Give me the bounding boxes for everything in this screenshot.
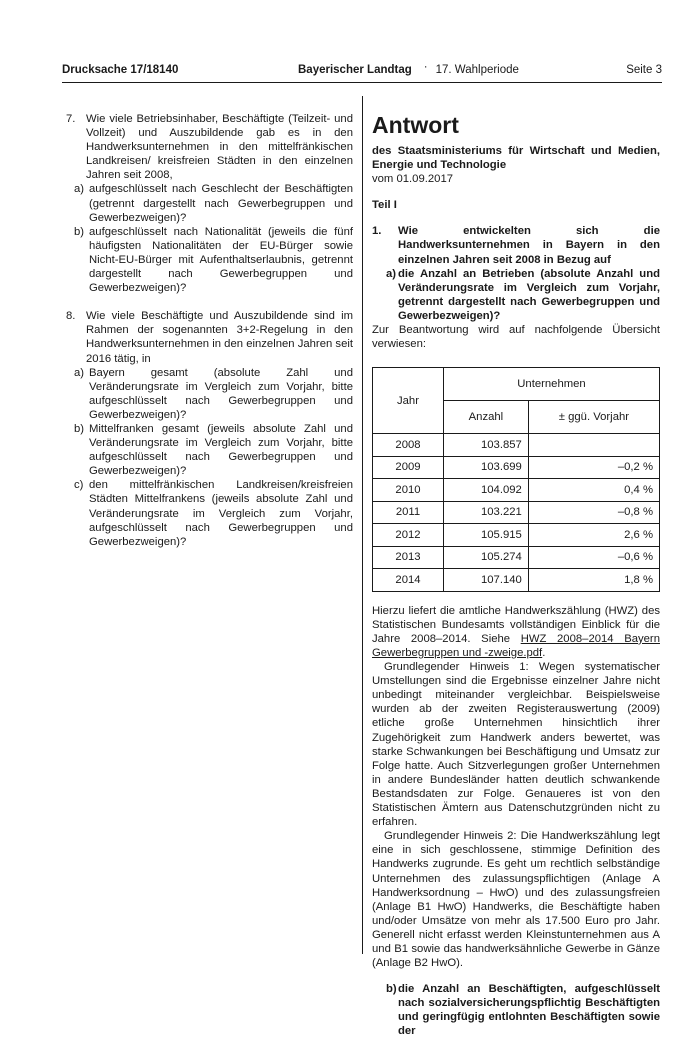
page-number: Seite 3: [626, 64, 662, 76]
table-row: [373, 569, 660, 592]
answer-question-1: [372, 224, 660, 266]
sub-letter: b): [74, 422, 85, 435]
cell-change: –0,8 %: [528, 501, 659, 524]
cell-change: –0,6 %: [528, 546, 659, 569]
left-column: [62, 112, 353, 549]
question-8: [62, 309, 353, 365]
cell-count: 107.140: [444, 569, 529, 592]
sub-text: aufgeschlüsselt nach Nationalität (jeweils die fünf häufigsten Nationalitäten der EU-Bürger sowie Nicht-EU-Bürger mit Aufenthaltserlaubnis, getrennt dargestellt nach Gewerbegruppen und Gewerbezweigen)?: [89, 225, 353, 295]
enterprises-table: [372, 367, 660, 592]
cell-change: [528, 434, 659, 457]
hwz-text: Hierzu liefert die amtliche Handwerkszählung (HWZ) des Statistischen Bundesamts vollständigen Einblick für die Jahre 2008–2014. Siehe: [372, 604, 660, 645]
cell-year: 2012: [373, 524, 444, 547]
table-intro: Zur Beantwortung wird auf nachfolgende Übersicht verwiesen:: [372, 324, 660, 351]
sub-letter: b): [74, 225, 85, 238]
question-number: 7.: [66, 113, 76, 125]
question-text: Wie viele Beschäftigte und Auszubildende sind im Rahmen der sogenannten 3+2-Regelung in den Handwerksunternehmen in den einzelnen Jahren seit 2016 tätig, in: [86, 310, 353, 365]
cell-change: 2,6 %: [528, 524, 659, 547]
cell-count: 105.915: [444, 524, 529, 547]
sub-text: den mittelfränkischen Landkreisen/kreisfreien Städten Mittelfrankens (jeweils absolute Zahl und Veränderungsrate im Vergleich zum Vorjahr, aufgeschlüsselt nach Gewerbegruppen und Gewerbezweigen)?: [89, 479, 353, 548]
cell-count: 104.092: [444, 479, 529, 502]
note-2-paragraph: Grundlegender Hinweis 2: Die Handwerkszählung legt eine in sich geschlossene, stimmige Definition des Handwerks zugrunde. Es geht um rechtlich selbständige Unternehmen des zulassungspflichtigen (Anlage A Handwerksordnung – HwO) und des zulassungsfreien (Anlage B1 HwO) Handwerks, die Beschäftigte haben und/oder Umsätze von mehr als 17.500 Euro pro Jahr. Generell nicht erfasst werden Kleinstunternehmen aus A und B1 sowie das handwerksähnliche Gewerbe in Gänze (Anlage B2 HwO).: [372, 830, 660, 970]
sub-letter: a): [74, 366, 85, 379]
question-number: 8.: [66, 310, 76, 323]
table-row: [373, 546, 660, 569]
table-row: [373, 456, 660, 479]
hwz-end: .: [542, 647, 546, 659]
page-header: [62, 61, 662, 78]
question-text: Wie entwickelten sich die Handwerksunternehmen in Bayern in den einzelnen Jahren seit 2008 in Bezug auf: [398, 225, 660, 266]
cell-change: 0,4 %: [528, 479, 659, 502]
separator-dot: ·: [423, 61, 428, 73]
sub-letter: a): [386, 267, 397, 280]
question-8b: [62, 422, 353, 478]
answer-date: vom 01.09.2017: [372, 173, 454, 186]
cell-year: 2008: [373, 434, 444, 457]
question-8a: [62, 366, 353, 422]
hwz-paragraph: [372, 604, 660, 660]
cell-count: 105.274: [444, 546, 529, 569]
sub-text: Bayern gesamt (absolute Zahl und Veränderungsrate im Vergleich zum Vorjahr, bitte aufgeschlüsselt nach Gewerbegruppen und Gewerbezweigen)?: [89, 366, 353, 421]
column-divider: [362, 96, 363, 954]
cell-year: 2011: [373, 501, 444, 524]
cell-count: 103.699: [444, 456, 529, 479]
question-7a: [62, 182, 353, 224]
header-count: Anzahl: [444, 401, 529, 434]
hwz-pdf-link[interactable]: HWZ 2008–2014 Bayern Gewerbegruppen und -zweige.pdf: [372, 632, 660, 659]
header-rule: [62, 82, 662, 83]
sub-text: die Anzahl an Beschäftigten, aufgeschlüsselt nach sozialversicherungspflichtig Beschäftigten und geringfügig entlohnten Beschäftigten sowie der: [398, 983, 660, 1038]
cell-change: –0,2 %: [528, 456, 659, 479]
question-7b: [62, 225, 353, 295]
answer-title: Antwort: [372, 112, 459, 138]
cell-year: 2010: [373, 479, 444, 502]
legislative-period: 17. Wahlperiode: [435, 64, 519, 76]
sub-text: aufgeschlüsselt nach Geschlecht der Beschäftigten (getrennt dargestellt nach Gewerbegruppen und Gewerbezweigen)?: [89, 183, 353, 224]
sub-letter: b): [386, 983, 397, 996]
question-7: [62, 112, 353, 182]
cell-year: 2009: [373, 456, 444, 479]
table-row: [373, 434, 660, 457]
table-row: [373, 479, 660, 502]
cell-change: 1,8 %: [528, 569, 659, 592]
sub-letter: c): [74, 479, 84, 492]
sub-text: die Anzahl an Betrieben (absolute Anzahl und Veränderungsrate im Vergleich zum Vorjahr, getrennt dargestellt nach Gewerbegruppen und Gewerbezweigen)?: [398, 267, 660, 322]
header-change: ± ggü. Vorjahr: [528, 401, 659, 434]
cell-count: 103.221: [444, 501, 529, 524]
right-column: [372, 112, 660, 1039]
sub-text: Mittelfranken gesamt (jeweils absolute Zahl und Veränderungsrate im Vergleich zum Vorjahr, bitte aufgeschlüsselt nach Gewerbegruppen und Gewerbezweigen)?: [89, 422, 353, 478]
ministry-name: des Staatsministeriums für Wirtschaft und Medien, Energie und Technologie: [372, 145, 660, 172]
answer-question-1a: [372, 267, 660, 323]
table-row: [373, 524, 660, 547]
document-number: Drucksache 17/18140: [62, 64, 179, 76]
answer-question-1b: [372, 982, 660, 1038]
sub-letter: a): [74, 183, 85, 196]
cell-year: 2013: [373, 546, 444, 569]
question-text: Wie viele Betriebsinhaber, Beschäftigte (Teilzeit- und Vollzeit) und Auszubildende gab es in den Handwerksunternehmen in den mittelfränkischen Landkreisen/ kreisfreien Städten in den einzelnen Jahren seit 2008,: [86, 113, 353, 182]
parliament-name: Bayerischer Landtag: [298, 64, 412, 76]
part-heading: Teil I: [372, 199, 397, 212]
header-year: Jahr: [373, 368, 444, 434]
cell-year: 2014: [373, 569, 444, 592]
cell-count: 103.857: [444, 434, 529, 457]
question-number: 1.: [372, 225, 382, 238]
table-row: [373, 501, 660, 524]
parliament-line: [298, 61, 519, 76]
question-8c: [62, 478, 353, 548]
header-enterprises: Unternehmen: [444, 368, 660, 401]
note-1-paragraph: Grundlegender Hinweis 1: Wegen systematischer Umstellungen sind die Ergebnisse einzelner Jahre nicht unbedingt miteinander vergleichbar. Beispielsweise wurden ab der zweiten Registerauswertung (2009) etliche große Unternehmen hinsichtlich ihrer Zugehörigkeit zum Handwerk anders bewertet, was starke Schwankungen bei Beschäftigung und Umsatz zur Folge hatte. Auch Sitzverlegungen großer Unternehmen in andere Bundesländer hatten deutlich schwankende Bestandsdaten zur Folge. Genaueres ist von den Statistischen Ämtern aus Datenschutzgründen nicht zu erfahren.: [372, 661, 660, 829]
